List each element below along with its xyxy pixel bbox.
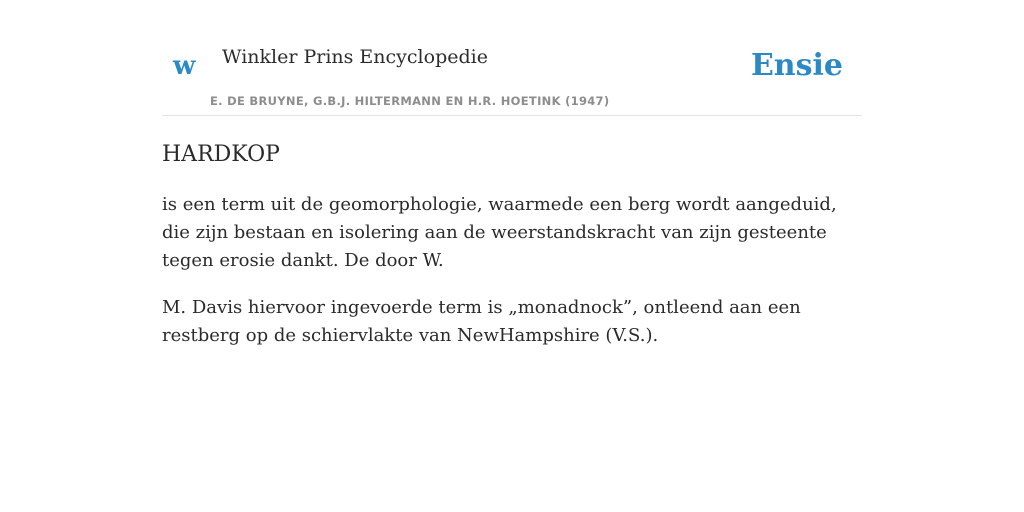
entry-title: HARDKOP bbox=[162, 142, 280, 167]
entry-body bbox=[162, 191, 862, 350]
encyclopedia-authors: E. DE BRUYNE, G.B.J. HILTERMANN EN H.R. HOETINK (1947) bbox=[210, 94, 610, 108]
entry-paragraph: M. Davis hiervoor ingevoerde term is „monadnock”, ontleend aan een restberg op de schiervlakte van NewHampshire (V.S.). bbox=[162, 297, 801, 347]
encyclopedia-header bbox=[162, 0, 862, 116]
encyclopedia-logo-icon[interactable]: w bbox=[173, 51, 196, 81]
page bbox=[162, 0, 862, 350]
encyclopedia-title[interactable]: Winkler Prins Encyclopedie bbox=[222, 46, 488, 68]
entry-paragraph: is een term uit de geomorphologie, waarmede een berg wordt aangeduid, die zijn bestaan en isolering aan de weerstandskracht van zijn gesteente tegen erosie dankt. De door W. bbox=[162, 194, 837, 272]
ensie-logo-link[interactable]: Ensie bbox=[750, 48, 843, 83]
